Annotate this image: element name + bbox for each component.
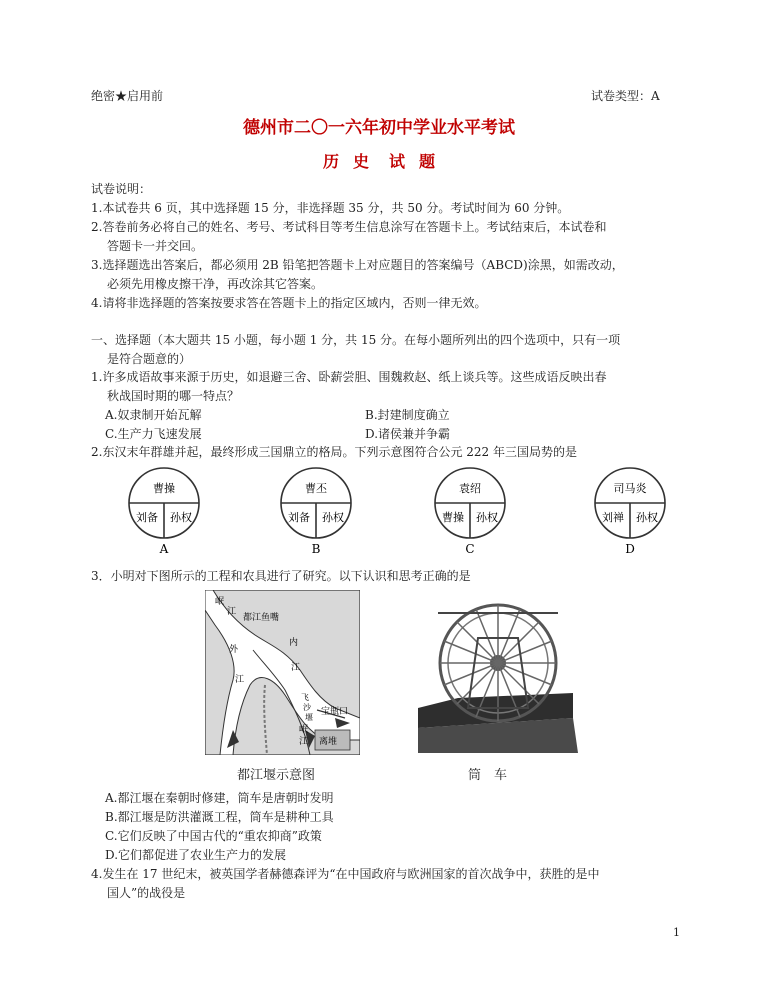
svg-text:D: D xyxy=(625,542,635,556)
water-wheel-photo xyxy=(418,593,578,753)
svg-text:刘禅: 刘禅 xyxy=(602,511,624,524)
q1-option-a: A.奴隶制开始瓦解 xyxy=(105,408,202,422)
q4-stem: 4.发生在 17 世纪末，被英国学者赫德森评为“在中国政府与欧洲国家的首次战争中，获胜的是中 xyxy=(91,867,600,881)
svg-text:江: 江 xyxy=(299,737,309,747)
q1-stem-cont: 秋战国时期的哪一特点？ xyxy=(107,389,240,403)
svg-text:曹操: 曹操 xyxy=(153,482,175,495)
section-heading-cont: 是符合题意的） xyxy=(107,352,192,366)
q3-option-c: C.它们反映了中国古代的“重农抑商”政策 xyxy=(105,829,322,843)
svg-text:内: 内 xyxy=(289,638,299,648)
notes-heading: 试卷说明： xyxy=(91,182,152,196)
svg-text:江: 江 xyxy=(291,663,301,673)
svg-text:司马炎: 司马炎 xyxy=(613,482,647,495)
svg-text:江: 江 xyxy=(235,675,245,685)
svg-text:都江鱼嘴: 都江鱼嘴 xyxy=(243,613,280,623)
note-1: 1.本试卷共 6 页，其中选择题 15 分，非选择题 35 分，共 50 分。考试时间为 60 分钟。 xyxy=(91,201,570,215)
svg-text:离堆: 离堆 xyxy=(319,737,338,747)
svg-text:外: 外 xyxy=(229,645,239,655)
exam-title: 德州市二〇一六年初中学业水平考试 xyxy=(243,118,515,138)
svg-text:孙权: 孙权 xyxy=(170,511,192,524)
q3-option-b: B.都江堰是防洪灌溉工程，筒车是耕种工具 xyxy=(105,810,334,824)
dujiangyan-map xyxy=(205,590,360,755)
svg-text:刘备: 刘备 xyxy=(136,511,158,524)
q2-stem: 2.东汉末年群雄并起，最终形成三国鼎立的格局。下列示意图符合公元 222 年三国局势的是 xyxy=(91,445,577,459)
svg-text:飞: 飞 xyxy=(301,693,309,702)
circle-c xyxy=(435,468,505,556)
note-2: 2.答卷前务必将自己的姓名、考号、考试科目等考生信息涂写在答题卡上。考试结束后，本试卷和 xyxy=(91,220,607,234)
note-3: 3.选择题选出答案后，都必须用 2B 铅笔把答题卡上对应题目的答案编号（ABCD)涂黑，如需改动， xyxy=(91,258,624,272)
svg-text:岷: 岷 xyxy=(299,725,309,735)
svg-text:堰: 堰 xyxy=(305,713,313,722)
page-number: 1 xyxy=(673,926,680,939)
svg-text:江: 江 xyxy=(227,607,237,617)
svg-text:孙权: 孙权 xyxy=(322,511,344,524)
svg-text:孙权: 孙权 xyxy=(636,511,658,524)
circle-a xyxy=(129,468,199,556)
subject-title: 历 史 试 题 xyxy=(323,152,436,171)
q3-stem: 3．小明对下图所示的工程和农具进行了研究。以下认识和思考正确的是 xyxy=(91,569,471,583)
svg-text:曹丕: 曹丕 xyxy=(305,482,327,495)
confidential-label: 绝密★启用前 xyxy=(91,89,164,103)
svg-text:袁绍: 袁绍 xyxy=(459,482,481,495)
q1-stem: 1.许多成语故事来源于历史，如退避三舍、卧薪尝胆、围魏救赵、纸上谈兵等。这些成语反映出春 xyxy=(91,370,607,384)
wheel-caption: 筒 车 xyxy=(468,768,508,783)
q4-stem-cont: 国人”的战役是 xyxy=(107,886,186,900)
paper-type-label: 试卷类型：A xyxy=(591,89,660,103)
svg-text:C: C xyxy=(465,542,475,556)
q1-option-b: B.封建制度确立 xyxy=(365,408,450,422)
svg-text:沙: 沙 xyxy=(303,703,311,712)
note-3-cont: 必须先用橡皮擦干净，再改涂其它答案。 xyxy=(107,277,324,291)
circle-b xyxy=(281,468,351,556)
note-2-cont: 答题卡一并交回。 xyxy=(107,239,204,253)
svg-text:B: B xyxy=(311,542,321,556)
circle-d xyxy=(595,468,665,556)
q2-diagrams xyxy=(100,465,700,560)
map-caption: 都江堰示意图 xyxy=(237,768,316,783)
section-heading: 一、选择题（本大题共 15 小题，每小题 1 分，共 15 分。在每小题所列出的四个选项中，只有一项 xyxy=(91,333,621,347)
svg-text:宝瓶口: 宝瓶口 xyxy=(321,707,349,717)
svg-text:A: A xyxy=(159,542,169,556)
q1-option-c: C.生产力飞速发展 xyxy=(105,427,202,441)
svg-text:岷: 岷 xyxy=(215,597,225,607)
note-4: 4.请将非选择题的答案按要求答在答题卡上的指定区域内，否则一律无效。 xyxy=(91,296,487,310)
q3-option-d: D.它们都促进了农业生产力的发展 xyxy=(105,848,287,862)
svg-text:曹操: 曹操 xyxy=(442,511,464,524)
q3-option-a: A.都江堰在秦朝时修建，筒车是唐朝时发明 xyxy=(105,791,334,805)
svg-text:刘备: 刘备 xyxy=(288,511,310,524)
q1-option-d: D.诸侯兼并争霸 xyxy=(365,427,451,441)
svg-text:孙权: 孙权 xyxy=(476,511,498,524)
